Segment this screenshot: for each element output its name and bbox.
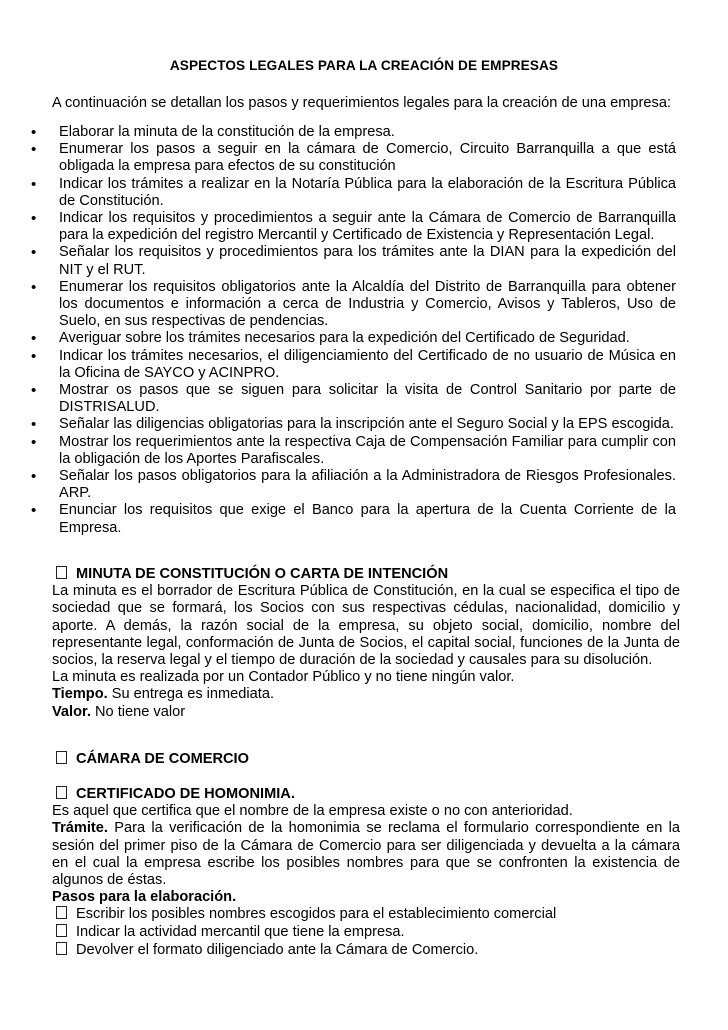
list-item: Indicar la actividad mercantil que tiene la empresa. <box>52 924 680 942</box>
list-item: • Señalar los requisitos y procedimientos para los trámites ante la DIAN para la expedición del NIT y el RUT. <box>0 244 676 278</box>
minuta-valor: Valor. No tiene valor <box>52 703 186 720</box>
square-bullet-icon <box>56 924 67 937</box>
list-item: • Enumerar los pasos a seguir en la cámara de Comercio, Circuito Barranquilla a que está obligada la empresa para efectos de su constitución <box>0 141 676 175</box>
homonimia-body: Es aquel que certifica que el nombre de la empresa existe o no con anterioridad. <box>52 803 573 820</box>
list-item: • Mostrar os pasos que se siguen para solicitar la visita de Control Sanitario por parte de DISTRISALUD. <box>0 382 676 416</box>
homonimia-tramite: Trámite. Para la verificación de la homonimia se reclama el formulario correspondiente en la sesión del primer piso de la Cámara de Comercio para ser diligenciada y devuelta a la cámara en el cual la empresa escribe los posibles nombres para que se confronten la existencia de algunos de éstas. <box>52 820 680 889</box>
list-item: • Señalar las diligencias obligatorias para la inscripción ante el Seguro Social y la EPS escogida. <box>0 416 676 433</box>
square-bullet-icon <box>56 751 67 764</box>
minuta-heading: MINUTA DE CONSTITUCIÓN O CARTA DE INTENCIÓN <box>52 566 680 583</box>
list-item: • Señalar los pasos obligatorios para la afiliación a la Administradora de Riesgos Profesionales. ARP. <box>0 468 676 502</box>
list-item: • Averiguar sobre los trámites necesarios para la expedición del Certificado de Seguridad. <box>0 330 676 347</box>
minuta-section <box>52 566 680 721</box>
document-title: ASPECTOS LEGALES PARA LA CREACIÓN DE EMPRESAS <box>169 58 559 73</box>
list-item: • Enumerar los requisitos obligatorios ante la Alcaldía del Distrito de Barranquilla para obtener los documentos e información a cerca de Industria y Comercio, Avisos y Tableros, Uso de Suelo, en sus respectivas de pendencias. <box>0 279 676 331</box>
minuta-tiempo: Tiempo. Su entrega es inmediata. <box>52 686 274 703</box>
intro-paragraph: A continuación se detallan los pasos y requerimientos legales para la creación de una empresa: <box>52 95 671 111</box>
list-item: Escribir los posibles nombres escogidos para el establecimiento comercial <box>52 906 680 924</box>
minuta-contador: La minuta es realizada por un Contador Público y no tiene ningún valor. <box>52 669 515 686</box>
homonimia-heading: CERTIFICADO DE HOMONIMIA. <box>52 786 680 803</box>
square-bullet-icon <box>56 566 67 579</box>
list-item: • Mostrar los requerimientos ante la respectiva Caja de Compensación Familiar para cumplir con la obligación de los Aportes Parafiscales. <box>0 434 676 468</box>
list-item: • Elaborar la minuta de la constitución de la empresa. <box>0 124 676 141</box>
camara-section <box>52 751 680 768</box>
list-item: • Indicar los trámites a realizar en la Notaría Pública para la elaboración de la Escritura Pública de Constitución. <box>0 176 676 210</box>
homonimia-steps <box>52 906 680 959</box>
minuta-body: La minuta es el borrador de Escritura Pública de Constitución, en la cual se especifica el tipo de sociedad que se formará, los Socios con sus respectivas cédulas, nacionalidad, domicilio y aporte. A demás, la razón social de la empresa, su objeto social, domicilio, nombre del representante legal, conformación de Junta de Socios, el capital social, funciones de la Junta de socios, la reserva legal y el tiempo de duración de la sociedad y causales para su disolución. <box>52 583 680 669</box>
square-bullet-icon <box>56 942 67 955</box>
square-bullet-icon <box>56 906 67 919</box>
homonimia-section <box>52 786 680 959</box>
list-item: Devolver el formato diligenciado ante la Cámara de Comercio. <box>52 942 680 960</box>
list-item: • Indicar los requisitos y procedimientos a seguir ante la Cámara de Comercio de Barranquilla para la expedición del registro Mercantil y Certificado de Existencia y Representación Legal. <box>0 210 676 244</box>
homonimia-pasos-label: Pasos para la elaboración. <box>52 889 237 906</box>
requirements-list <box>0 124 728 537</box>
camara-heading: CÁMARA DE COMERCIO <box>52 751 680 768</box>
list-item: • Enunciar los requisitos que exige el Banco para la apertura de la Cuenta Corriente de la Empresa. <box>0 502 676 536</box>
square-bullet-icon <box>56 786 67 799</box>
list-item: • Indicar los trámites necesarios, el diligenciamiento del Certificado de no usuario de Música en la Oficina de SAYCO y ACINPRO. <box>0 348 676 382</box>
